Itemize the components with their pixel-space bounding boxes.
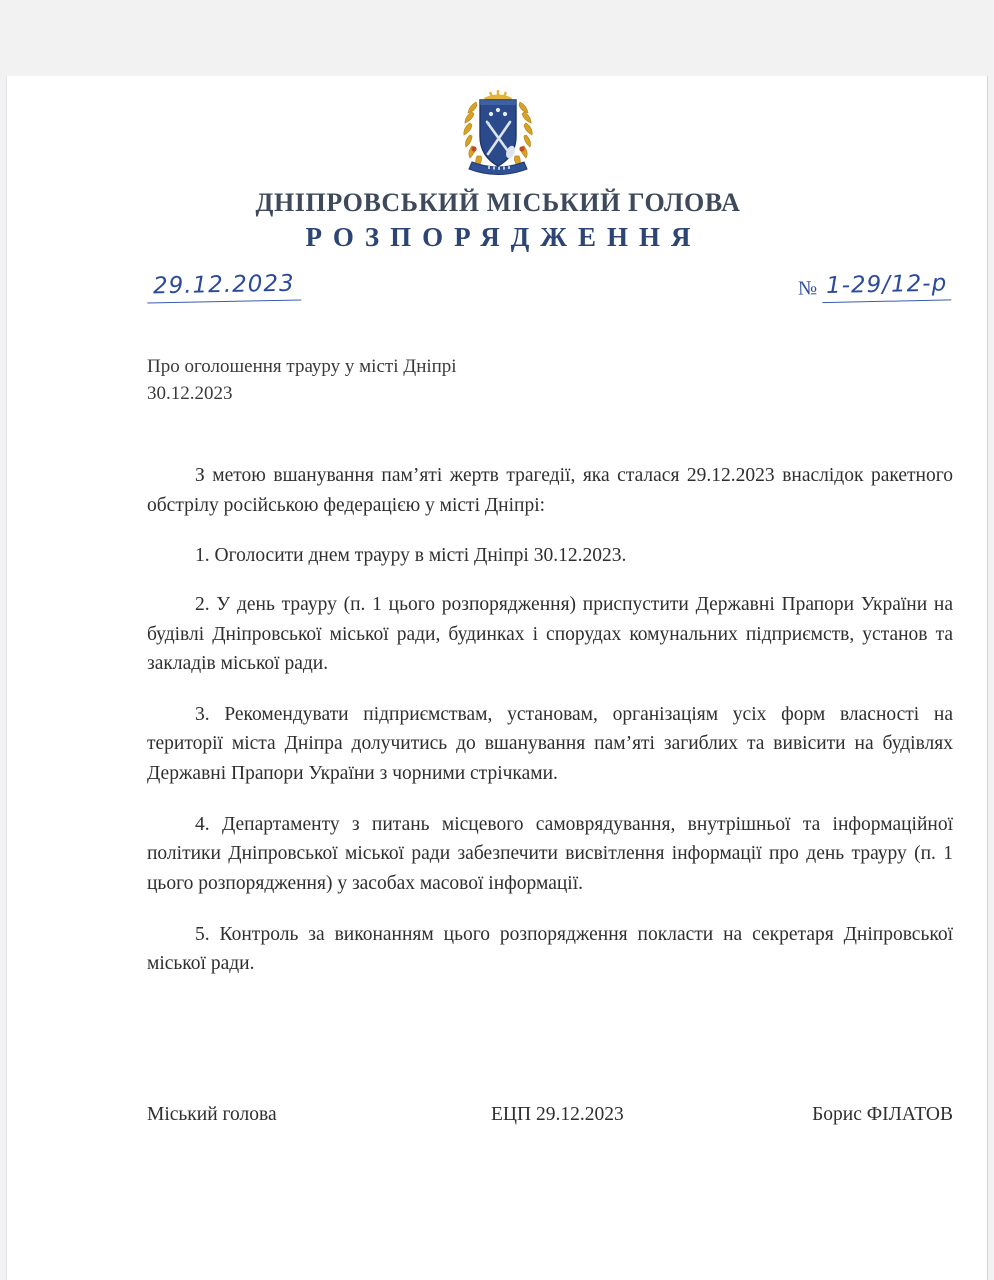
clause-item-2: 2. У день трауру (п. 1 цього розпорядження) приспустити Державні Прапори України на будівлі Дніпровської міської ради, будинках і спорудах комунальних підприємств, установ та закладів міської ради. [147,593,953,675]
signatory-position: Міський голова [147,1104,277,1125]
document-number-handwritten: 1-29/12-р [822,270,952,303]
document-number-block [797,270,951,303]
dnipro-coat-of-arms-icon [450,86,546,182]
emblem-container [7,86,988,187]
clause-item-3: 3. Рекомендувати підприємствам, установам, організаціям усіх форм власності на території міста Дніпра долучитись до вшанування пам’яті загиблих та вивісити на будівлях Державні Прапори України з чорними стрічками. [147,703,953,784]
signature-block [147,1104,953,1126]
clause-item-5: 5. Контроль за виконанням цього розпорядження покласти на секретаря Дніпровської міської ради. [147,923,953,975]
organization-title: ДНІПРОВСЬКИЙ МІСЬКИЙ ГОЛОВА [255,188,741,217]
number-sign-glyph: № [797,277,819,300]
clause-item-4: 4. Департаменту з питань місцевого самоврядування, внутрішньої та інформаційної політики Дніпровської міської ради забезпечити висвітлення інформації про день трауру (п. 1 цього розпорядження) у засобах масової інформації. [147,813,953,894]
document-date-handwritten: 29.12.2023 [147,271,301,304]
document-subject: Про оголошення трауру у місті Дніпрі 30.12.2023 [147,356,457,404]
digital-signature-stamp: ЕЦП 29.12.2023 [491,1104,624,1125]
document-page [6,76,988,1280]
signatory-name: Борис ФІЛАТОВ [812,1104,953,1125]
document-meta-row [7,272,988,316]
document-body [147,461,953,1000]
preamble-paragraph: З метою вшанування пам’яті жертв трагедії, яка сталася 29.12.2023 внаслідок ракетного обстрілу російською федерацією у місті Дніпрі: [147,465,953,516]
clause-item-1: 1. Оголосити днем трауру в місті Дніпрі 30.12.2023. [195,545,627,567]
document-type-heading: РОЗПОРЯДЖЕННЯ [305,222,702,252]
page-top-margin-band [0,0,994,76]
